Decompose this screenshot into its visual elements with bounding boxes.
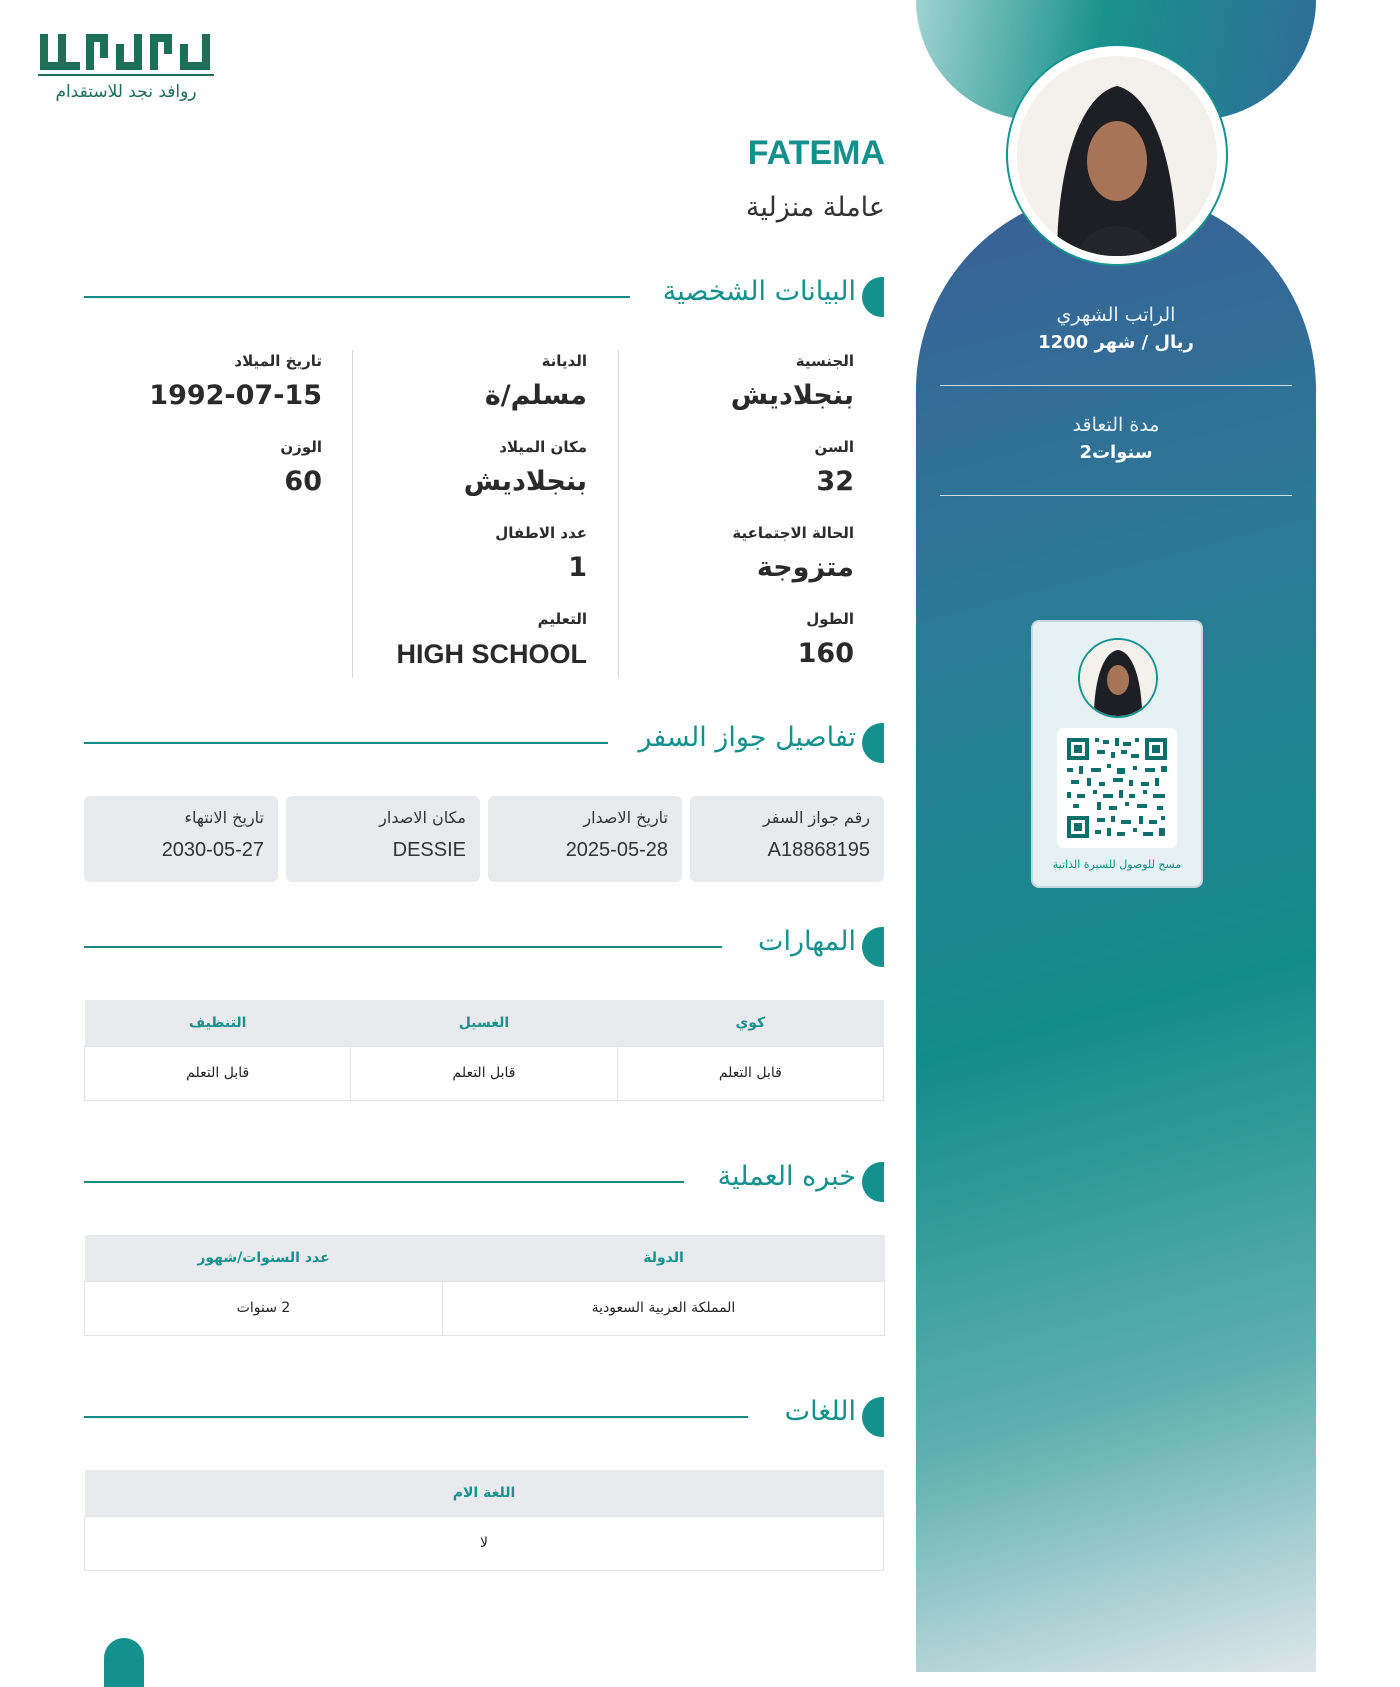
- religion-label: الديانة: [541, 352, 587, 370]
- section-rule: [84, 296, 630, 298]
- salary-block: [940, 304, 1292, 353]
- qr-avatar: [1078, 638, 1158, 718]
- table-header-row: [85, 1000, 884, 1046]
- religion-value: مسلم/ة: [484, 380, 587, 411]
- table-header-row: [85, 1470, 884, 1516]
- dob-value: 1992-07-15: [149, 380, 322, 411]
- personal-column-3: [82, 352, 322, 524]
- age-value: 32: [816, 466, 854, 497]
- experience-duration: 2 سنوات: [85, 1281, 443, 1335]
- experience-country: المملكة العربية السعودية: [443, 1281, 885, 1335]
- section-rule: [84, 946, 722, 948]
- section-cap: [862, 927, 884, 967]
- birthplace-label: مكان الميلاد: [499, 438, 587, 456]
- sidebar-divider: [940, 385, 1292, 386]
- section-cap: [862, 1397, 884, 1437]
- profile-photo: [1017, 56, 1217, 256]
- skill-level: قابل التعلم: [85, 1046, 351, 1100]
- section-title: خبره العملية: [717, 1161, 856, 1192]
- sidebar-divider: [940, 495, 1292, 496]
- language-header: اللغة الام: [85, 1470, 884, 1516]
- issue-date-value: 2025-05-28: [565, 839, 668, 861]
- skill-level: قابل التعلم: [351, 1046, 617, 1100]
- section-personal: [84, 276, 884, 318]
- section-title: المهارات: [758, 926, 856, 957]
- section-title: البيانات الشخصية: [662, 276, 856, 307]
- section-title: تفاصيل جواز السفر: [638, 722, 856, 753]
- contract-value: 2سنوات: [1079, 442, 1153, 463]
- personal-column-2: [347, 352, 587, 696]
- expiry-card: [84, 796, 278, 882]
- expiry-value: 2030-05-27: [161, 839, 264, 861]
- skill-header: الغسيل: [351, 1000, 617, 1046]
- table-row: [85, 1281, 885, 1335]
- issue-place-label: مكان الاصدار: [379, 808, 466, 827]
- issue-date-label: تاريخ الاصدار: [583, 808, 668, 827]
- marital-label: الحالة الاجتماعية: [732, 524, 854, 542]
- salary-label: الراتب الشهري: [1056, 304, 1176, 326]
- sidebar-panel: [916, 190, 1316, 1672]
- dob-label: تاريخ الميلاد: [234, 352, 322, 370]
- section-experience: [84, 1161, 884, 1203]
- age-label: السن: [814, 438, 854, 456]
- experience-header: عدد السنوات/شهور: [85, 1235, 443, 1281]
- language-value: لا: [85, 1516, 884, 1570]
- height-label: الطول: [806, 610, 854, 628]
- section-rule: [84, 742, 608, 744]
- children-value: 1: [568, 552, 587, 583]
- section-rule: [84, 1181, 684, 1183]
- weight-label: الوزن: [280, 438, 322, 456]
- nationality-value: بنجلاديش: [730, 380, 854, 411]
- weight-value: 60: [284, 466, 322, 497]
- skills-table: [84, 1000, 884, 1101]
- skill-header: كوي: [617, 1000, 883, 1046]
- experience-table: [84, 1235, 885, 1336]
- decorative-pill: [104, 1638, 144, 1687]
- qr-code[interactable]: [1057, 728, 1177, 848]
- expiry-label: تاريخ الانتهاء: [184, 808, 264, 827]
- issue-date-card: [488, 796, 682, 882]
- logo-caption: روافد نجد للاستقدام: [55, 82, 197, 102]
- passport-number-label: رقم جواز السفر: [762, 808, 870, 827]
- section-languages: [84, 1396, 884, 1438]
- children-label: عدد الاطفال: [495, 524, 587, 542]
- section-cap: [862, 1162, 884, 1202]
- section-rule: [84, 1416, 748, 1418]
- qr-caption: مسح للوصول للسيرة الذاتية: [1052, 858, 1182, 871]
- qr-card[interactable]: [1031, 620, 1203, 888]
- job-title: عاملة منزلية: [745, 192, 885, 223]
- section-title: اللغات: [784, 1396, 856, 1427]
- languages-table: [84, 1470, 884, 1571]
- contract-label: مدة التعاقد: [1072, 414, 1160, 436]
- section-cap: [862, 277, 884, 317]
- contract-block: [940, 414, 1292, 463]
- passport-number-card: [690, 796, 884, 882]
- passport-number-value: A18868195: [767, 839, 870, 861]
- height-value: 160: [797, 638, 854, 669]
- salary-value: 1200 ريال / شهر: [1038, 332, 1194, 353]
- skill-header: التنظيف: [85, 1000, 351, 1046]
- table-header-row: [85, 1235, 885, 1281]
- personal-column-1: [614, 352, 854, 696]
- section-cap: [862, 723, 884, 763]
- skill-level: قابل التعلم: [617, 1046, 883, 1100]
- marital-value: متزوجة: [756, 552, 854, 583]
- section-skills: [84, 926, 884, 968]
- section-passport: [84, 722, 884, 764]
- education-label: التعليم: [537, 610, 587, 628]
- table-row: [85, 1516, 884, 1570]
- issue-place-card: [286, 796, 480, 882]
- experience-header: الدولة: [443, 1235, 885, 1281]
- nationality-label: الجنسية: [795, 352, 854, 370]
- table-row: [85, 1046, 884, 1100]
- birthplace-value: بنجلاديش: [463, 466, 587, 497]
- candidate-name: FATEMA: [747, 134, 885, 172]
- education-value: HIGH SCHOOL: [396, 639, 587, 669]
- issue-place-value: DESSIE: [392, 839, 466, 861]
